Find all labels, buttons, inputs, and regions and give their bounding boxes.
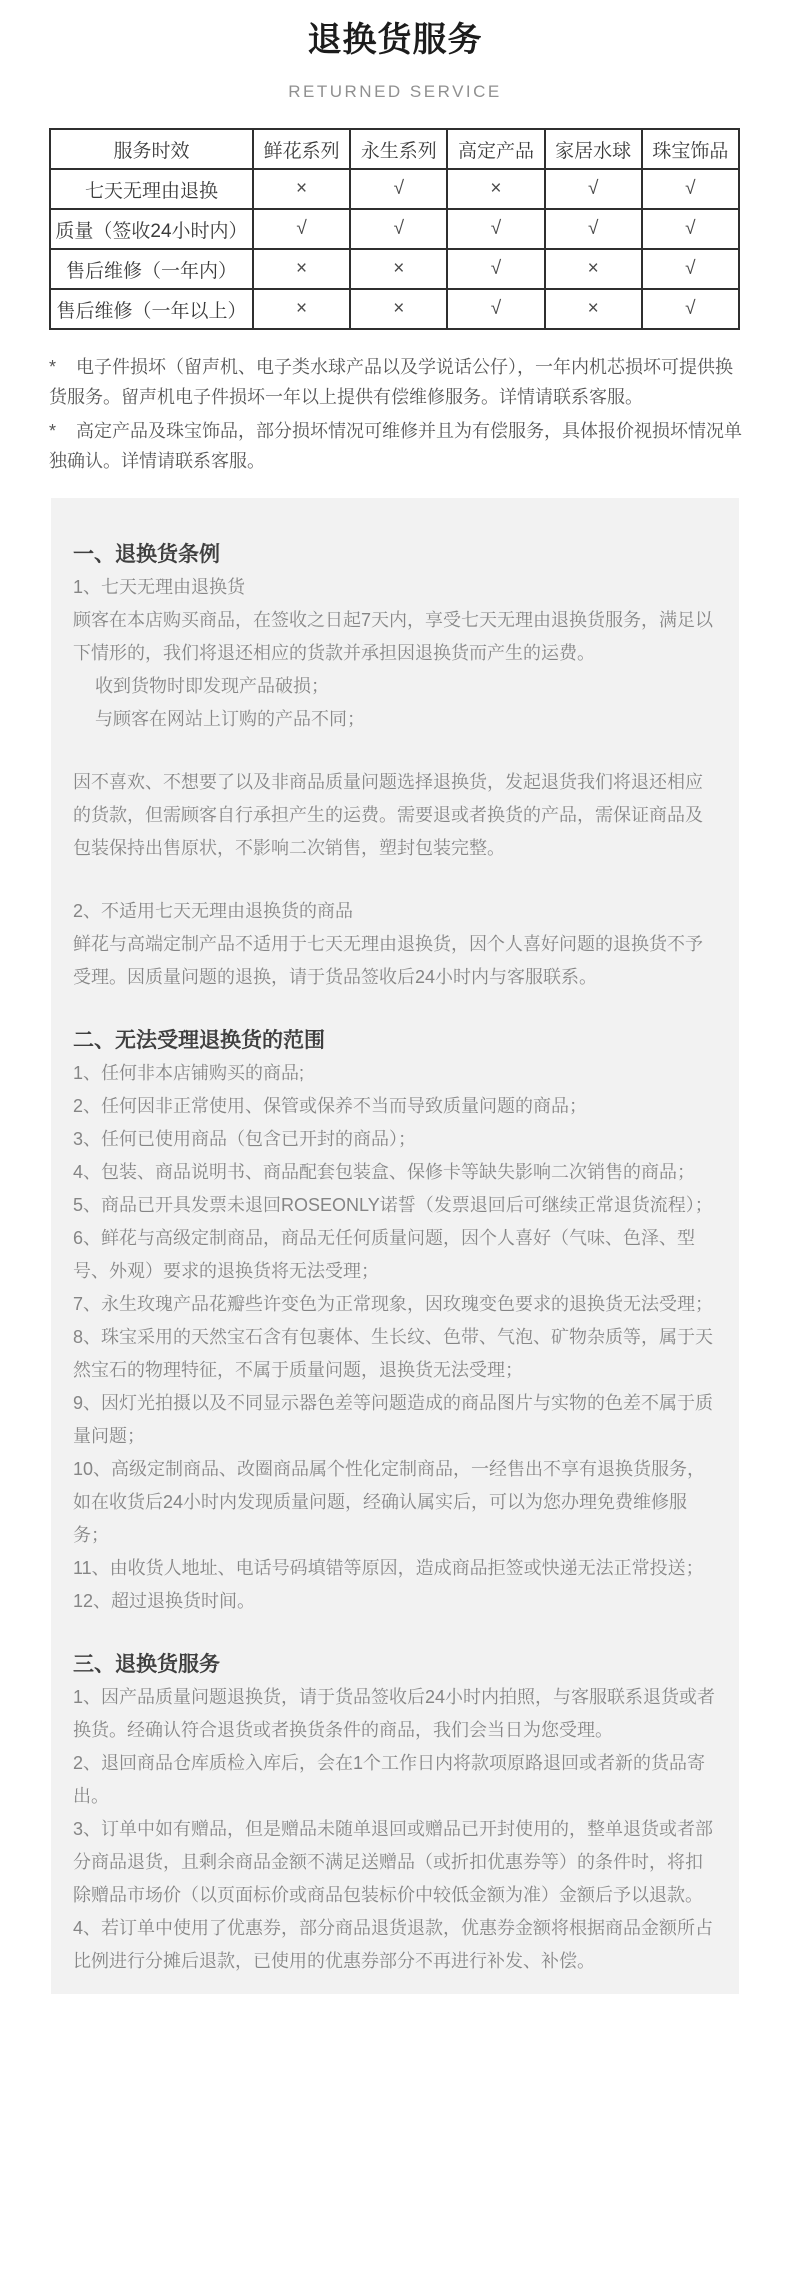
check-mark: √ (350, 169, 447, 209)
policy-paragraph: 因不喜欢、不想要了以及非商品质量问题选择退换货，发起退货我们将退还相应的货款，但需顾客自行承担产生的运费。需要退或者换货的产品，需保证商品及包装保持出售原状，不影响二次销售，塑封包装完整。 (73, 772, 703, 858)
page-subtitle: RETURNED SERVICE (288, 82, 502, 101)
cross-mark: × (350, 289, 447, 329)
cross-mark: × (545, 289, 642, 329)
policy-paragraph: 3、订单中如有赠品，但是赠品未随单退回或赠品已开封使用的，整单退货或者部分商品退货，且剩余商品金额不满足送赠品（或折扣优惠券等）的条件时，将扣除赠品市场价（以页面标价或商品包装标价中较低金额为准）金额后予以退款。 (73, 1819, 714, 1905)
policy-paragraph: 1、任何非本店铺购买的商品; (73, 1063, 305, 1083)
policy-sections (51, 498, 739, 1994)
policy-paragraph: 9、因灯光拍摄以及不同显示器色差等问题造成的商品图片与实物的色差不属于质量问题； (73, 1393, 714, 1446)
policy-paragraph: 3、任何已使用商品（包含已开封的商品）； (73, 1129, 417, 1149)
check-mark: √ (642, 289, 739, 329)
check-mark: √ (642, 249, 739, 289)
row-label: 售后维修（一年内） (50, 249, 253, 289)
policy-paragraph: 8、珠宝采用的天然宝石含有包裹体、生长纹、色带、气泡、矿物杂质等，属于天然宝石的物理特征，不属于质量问题，退换货无法受理； (73, 1327, 714, 1380)
policy-paragraph: 1、因产品质量问题退换货，请于货品签收后24小时内拍照，与客服联系退货或者换货。经确认符合退货或者换货条件的商品，我们会当日为您受理。 (73, 1687, 716, 1740)
section-heading: 一、退换货条例 (73, 543, 220, 566)
table-row (50, 289, 739, 329)
table-row (50, 249, 739, 289)
row-label: 售后维修（一年以上） (50, 289, 253, 329)
check-mark: √ (447, 249, 544, 289)
cross-mark: × (350, 249, 447, 289)
col-header-service-time: 服务时效 (50, 129, 253, 169)
cross-mark: × (253, 249, 350, 289)
check-mark: √ (253, 209, 350, 249)
policy-paragraph: 7、永生玫瑰产品花瓣些许变色为正常现象，因玫瑰变色要求的退换货无法受理； (73, 1294, 714, 1314)
policy-paragraph: 收到货物时即发现产品破损； (95, 676, 329, 696)
footnotes (49, 352, 749, 476)
policy-paragraph: 2、任何因非正常使用、保管或保养不当而导致质量问题的商品； (73, 1096, 588, 1116)
table-row (50, 209, 739, 249)
row-label: 七天无理由退换 (50, 169, 253, 209)
check-mark: √ (642, 169, 739, 209)
col-header-series: 珠宝饰品 (642, 129, 739, 169)
check-mark: √ (545, 209, 642, 249)
policy-paragraph: 6、鲜花与高级定制商品，商品无任何质量问题，因个人喜好（气味、色泽、型号、外观）要求的退换货将无法受理； (73, 1228, 696, 1281)
check-mark: √ (545, 169, 642, 209)
cross-mark: × (253, 169, 350, 209)
policy-paragraph: 顾客在本店购买商品，在签收之日起7天内，享受七天无理由退换货服务，满足以下情形的，我们将退还相应的货款并承担因退换货而产生的运费。 (73, 610, 714, 663)
policy-paragraph: 2、退回商品仓库质检入库后，会在1个工作日内将款项原路退回或者新的货品寄出。 (73, 1753, 706, 1806)
footnote: * 高定产品及珠宝饰品，部分损坏情况可维修并且为有偿服务，具体报价视损坏情况单独确认。详情请联系客服。 (49, 421, 743, 471)
col-header-series: 永生系列 (350, 129, 447, 169)
policy-paragraph: 11、由收货人地址、电话号码填错等原因，造成商品拒签或快递无法正常投送； (73, 1558, 704, 1578)
policy-paragraph: 12、超过退换货时间。 (73, 1591, 256, 1611)
policy-paragraph: 4、若订单中使用了优惠券，部分商品退货退款，优惠券金额将根据商品金额所占比例进行分摊后退款，已使用的优惠券部分不再进行补发、补偿。 (73, 1918, 714, 1971)
row-label: 质量（签收24小时内） (50, 209, 253, 249)
table-row (50, 169, 739, 209)
check-mark: √ (447, 209, 544, 249)
section-heading: 三、退换货服务 (73, 1653, 220, 1676)
footnote: * 电子件损坏（留声机、电子类水球产品以及学说话公仔），一年内机芯损坏可提供换货服务。留声机电子件损坏一年以上提供有偿维修服务。详情请联系客服。 (49, 357, 734, 407)
policy-paragraph: 鲜花与高端定制产品不适用于七天无理由退换货，因个人喜好问题的退换货不予受理。因质量问题的退换，请于货品签收后24小时内与客服联系。 (73, 934, 703, 987)
table-header-row (50, 129, 739, 169)
policy-paragraph: 1、七天无理由退换货 (73, 577, 246, 597)
col-header-series: 家居水球 (545, 129, 642, 169)
policy-paragraph: 2、不适用七天无理由退换货的商品 (73, 901, 354, 921)
cross-mark: × (253, 289, 350, 329)
policy-paragraph: 与顾客在网站上订购的产品不同； (95, 709, 365, 729)
section-heading: 二、无法受理退换货的范围 (73, 1029, 325, 1052)
policy-paragraph: 4、包装、商品说明书、商品配套包装盒、保修卡等缺失影响二次销售的商品； (73, 1162, 696, 1182)
col-header-series: 高定产品 (447, 129, 544, 169)
service-matrix-table (49, 128, 740, 330)
check-mark: √ (642, 209, 739, 249)
check-mark: √ (447, 289, 544, 329)
page-title: 退换货服务 (307, 21, 483, 59)
policy-paragraph: 10、高级定制商品、改圈商品属个性化定制商品，一经售出不享有退换货服务，如在收货后24小时内发现质量问题，经确认属实后，可以为您办理免费维修服务； (73, 1459, 706, 1545)
policy-paragraph: 5、商品已开具发票未退回ROSEONLY诺誓（发票退回后可继续正常退货流程）； (73, 1195, 713, 1215)
cross-mark: × (447, 169, 544, 209)
cross-mark: × (545, 249, 642, 289)
col-header-series: 鲜花系列 (253, 129, 350, 169)
check-mark: √ (350, 209, 447, 249)
